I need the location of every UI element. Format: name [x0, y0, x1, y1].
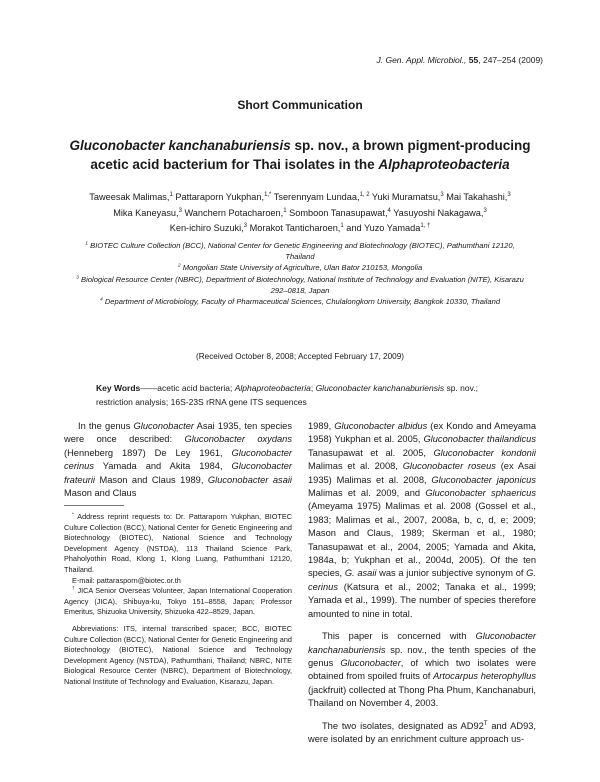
footnotes: [64, 512, 292, 688]
footnote-abbreviations: Abbreviations: ITS, internal transcribed spacer; BCC, BIOTEC Culture Collection (BCC), National Center for Genetic Engineering and Biotechnology (BIOTEC), National Science and Technology Development Agency (NSTDA), Pathumthani, Thailand; NBRC, NITE Biological Resource Center (NBRC), Department of Biotechnology, National Institute of Technology and Evaluation, Kisarazu, Japan.: [64, 623, 292, 686]
author: Morakot Tanticharoen,$^1$: [247, 222, 344, 233]
affiliation: $^2$ Mongolian State University of Agriculture, Ulan Bator 210153, Mongolia: [177, 263, 423, 273]
affiliation: $^4$ Department of Microbiology, Faculty of Pharmaceutical Sciences, Chulalongkorn University, Bangkok 10330, Thailand: [99, 297, 501, 307]
journal-citation: [376, 55, 543, 65]
journal-volume: 55: [468, 55, 479, 65]
author: and Yuzo Yamada$^{1, \dagger}$: [343, 222, 431, 233]
footnote-jica: † JICA Senior Overseas Volunteer, Japan International Cooperation Agency (JICA), Shibuya-ku, Tokyo 151–8558, Japan; Professor Emeritus, Shizuoka University, Shizuoka 422–8529, Japan.: [64, 586, 292, 617]
isolation-paragraph: The two isolates, designated as $AD92^T$ and AD93, were isolated by an enrichment culture approach us-: [308, 720, 536, 744]
keyword-text: acetic acid bacteria;: [157, 383, 235, 393]
scope-paragraph: This paper is concerned with Gluconobacter kanchanaburiensis sp. nov., the tenth species of the genus Gluconobacter, of which two isolates were obtained from spoiled fruits of Artocarpus heterophyllus (jackfruit) collected at Thong Pha Phum, Kanchanaburi, Thailand on November 4, 2003.: [308, 631, 537, 709]
author-list: [65, 190, 535, 237]
keywords-dash: ——: [140, 383, 158, 393]
title-line1-rest: sp. nov., a brown pigment-producing: [290, 138, 531, 153]
author: Mika Kaneyasu,$^3$: [113, 207, 182, 218]
footnote-rule: [64, 505, 124, 506]
keywords-label: Key Words: [96, 383, 141, 393]
author: Mai Takahashi,$^3$: [443, 191, 511, 202]
title-species: Gluconobacter kanchanaburiensis: [69, 138, 291, 153]
keywords: [96, 382, 516, 409]
author: Pattaraporn Yukphan,$^{1,*}$: [172, 191, 272, 202]
body-left-column: [64, 420, 292, 500]
title-line2-italic: Alphaproteobacteria: [378, 157, 510, 172]
journal-pages-year: , 247–254 (2009): [478, 55, 543, 65]
keyword-text: sp. nov.; restriction analysis; 16S-23S rRNA gene ITS sequences: [96, 383, 478, 407]
journal-name: J. Gen. Appl. Microbiol.,: [376, 55, 467, 65]
title-line2-start: acetic acid bacterium for Thai isolates in the: [90, 157, 379, 172]
section-label: Short Communication: [237, 98, 363, 112]
affiliation: $^3$ Biological Resource Center (NBRC), Department of Biotechnology, National Institute of Technology and Evaluation (NITE), Kisarazu 292–0818, Japan: [76, 274, 524, 295]
keyword-text: ;: [310, 383, 316, 393]
affiliation: $^1$ BIOTEC Culture Collection (BCC), National Center for Genetic Engineering and Biotechnology (BIOTEC), Pathumthani 12120, Thailand: [85, 241, 515, 262]
keyword-italic: Alphaproteobacteria: [234, 383, 311, 393]
author: Taweesak Malimas,$^1$: [89, 191, 173, 202]
author: Ken-ichiro Suzuki,$^3$: [169, 222, 248, 233]
body-right-column: [308, 420, 536, 746]
affiliation-list: [70, 240, 530, 307]
keyword-italic: Gluconobacter kanchanaburiensis: [315, 383, 445, 393]
intro-paragraph: In the genus Gluconobacter Asai 1935, ten species were once described: Gluconobacter oxydans (Henneberg 1897) De Ley 1961, Gluconobacter cerinus Yamada and Akita 1984, Gluconobacter frateurii Mason and Claus 1989, Gluconobacter asaii Mason and Claus: [64, 421, 292, 499]
author: Yasuyoshi Nakagawa,$^3$: [390, 207, 487, 218]
author: Yuki Muramatsu,$^3$: [369, 191, 444, 202]
footnote-email: E-mail: pattarasporn@biotec.or.th: [72, 575, 181, 585]
author: Tserennyam Lundaa,$^{1, 2}$: [271, 191, 370, 202]
article-title: [60, 136, 540, 174]
author: Wanchern Potacharoen,$^1$: [181, 207, 287, 218]
received-dates: (Received October 8, 2008; Accepted February 17, 2009): [196, 352, 404, 361]
author: Somboon Tanasupawat,$^4$: [286, 207, 391, 218]
footnote-correspondence: * Address reprint requests to: Dr. Pattaraporn Yukphan, BIOTEC Culture Collection (BCC), National Center for Genetic Engineering and Biotechnology (BIOTEC), National Science and Technology Development Agency (NSTDA), 113 Thailand Science Park, Phaholyothin Road, Klong 1, Klong Luang, Pathumthani 12120, Thailand.: [64, 512, 292, 574]
species-list-paragraph: 1989, Gluconobacter albidus (ex Kondo and Ameyama 1958) Yukphan et al. 2005, Gluconobacter thailandicus Tanasupawat et al. 2005, Gluconobacter kondonii Malimas et al. 2008, Gluconobacter roseus (ex Asai 1935) Malimas et al. 2008, Gluconobacter japonicus Malimas et al. 2009, and Gluconobacter sphaericus (Ameyama 1975) Malimas et al. 2008 (Gossel et al., 1983; Malimas et al., 2007, 2008a, b, c, d, e; 2009; Mason and Claus, 1989; Skerman et al., 1980; Tanasupawat et al., 2004, 2005; Yamada and Akita, 1984a, b; Yukphan et al., 2004d, 2005). Of the ten species, G. asaii was a junior subjective synonym of G. cerinus (Katsura et al., 2002; Tanaka et al., 1999; Yamada et al., 1999). The number of species therefore amounted to nine in total.: [308, 421, 537, 619]
